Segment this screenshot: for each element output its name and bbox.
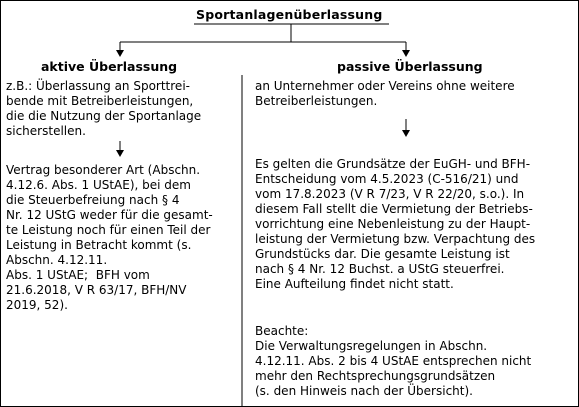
- text-line: diesem Fall stellt die Vermietung der Betriebs-: [255, 202, 533, 216]
- text-line: mehr den Rechtsprechungsgrundsätzen: [255, 369, 496, 383]
- text-line: Die Verwaltungsregelungen in Abschn.: [255, 339, 488, 353]
- text-line: Leistung in Betracht kommt (s.: [6, 238, 192, 252]
- right-detail-text: [255, 157, 535, 292]
- right-mid-arrow: [402, 130, 410, 137]
- text-line: Es gelten die Grundsätze der EuGH- und BFH-: [255, 157, 531, 171]
- right-note-text: [255, 324, 531, 399]
- text-line: die die Nutzung der Sportanlage: [6, 109, 202, 123]
- right-branch-arrow: [402, 50, 410, 57]
- text-line: nach § 4 Nr. 12 Buchst. a UStG steuerfrei.: [255, 262, 505, 276]
- left-detail-text: [6, 163, 213, 313]
- text-line: 2019, 52).: [6, 298, 68, 312]
- right-intro-text: [255, 79, 515, 109]
- text-line: die Steuerbefreiung nach § 4: [6, 193, 180, 207]
- text-line: Entscheidung vom 4.5.2023 (C-516/21) und: [255, 172, 519, 186]
- left-intro-text: [6, 79, 201, 139]
- text-line: Abs. 1 UStAE; BFH vom: [6, 268, 150, 282]
- left-heading: aktive Überlassung: [41, 59, 178, 74]
- text-line: 4.12.6. Abs. 1 UStAE), bei dem: [6, 178, 191, 192]
- text-line: sicherstellen.: [6, 124, 86, 138]
- text-line: leistung der Vermietung bzw. Verpachtung des: [255, 232, 536, 246]
- text-line: Nr. 12 UStG weder für die gesamt-: [6, 208, 213, 222]
- text-line: Betreiberleistungen.: [255, 94, 378, 108]
- text-line: (s. den Hinweis nach der Übersicht).: [255, 384, 473, 398]
- diagram-title: Sportanlagenüberlassung: [196, 7, 383, 22]
- left-mid-arrow: [116, 150, 124, 157]
- text-line: vom 17.8.2023 (V R 7/23, V R 22/20, s.o.). In: [255, 187, 525, 201]
- text-line: Vertrag besonderer Art (Abschn.: [6, 163, 201, 177]
- text-line: Eine Aufteilung findet nicht statt.: [255, 277, 454, 291]
- text-line: 21.6.2018, V R 63/17, BFH/NV: [6, 283, 187, 297]
- text-line: an Unternehmer oder Vereins ohne weitere: [255, 79, 515, 93]
- text-line: Beachte:: [255, 324, 309, 338]
- left-branch-arrow: [116, 50, 124, 57]
- text-line: Grundstücks dar. Die gesamte Leistung ist: [255, 247, 510, 261]
- text-line: z.B.: Überlassung an Sporttrei-: [6, 79, 190, 93]
- text-line: 4.12.11. Abs. 2 bis 4 UStAE entsprechen nicht: [255, 354, 532, 368]
- text-line: Abschn. 4.12.11.: [6, 253, 108, 267]
- right-heading: passive Überlassung: [337, 59, 483, 74]
- text-line: te Leistung noch für einen Teil der: [6, 223, 211, 237]
- text-line: bende mit Betreiberleistungen,: [6, 94, 194, 108]
- text-line: vorrichtung eine Nebenleistung zu der Haupt-: [255, 217, 531, 231]
